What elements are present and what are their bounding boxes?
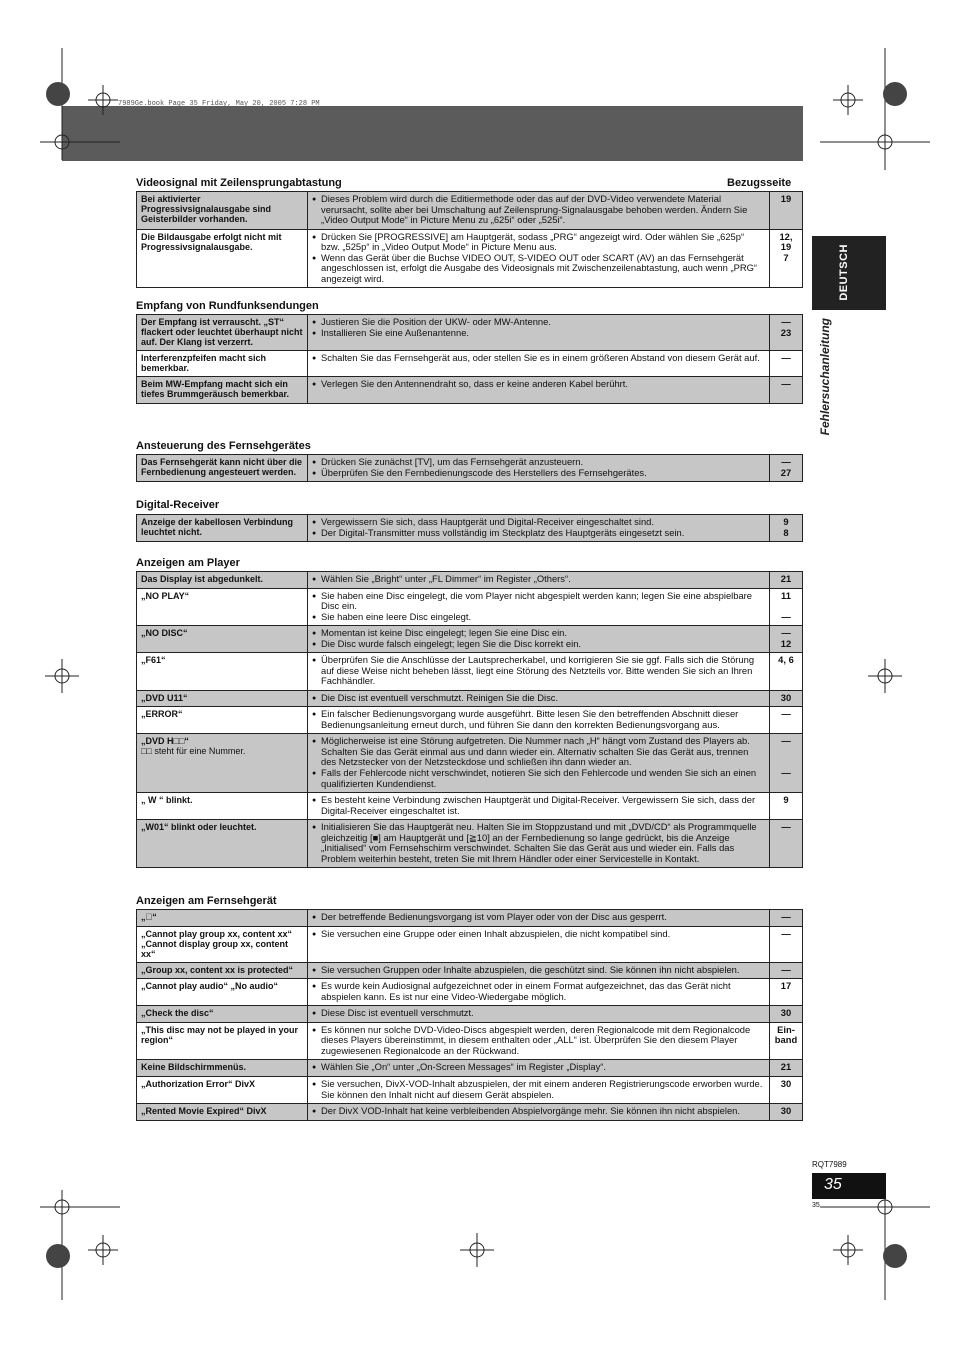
- problem-cell: Das Fernsehgerät kann nicht über die Fernbedienung angesteuert werden.: [137, 455, 308, 482]
- reference-cell: 30: [770, 1104, 803, 1121]
- solution-cell: ● Überprüfen Sie die Anschlüsse der Lautsprecherkabel, und korrigieren Sie sie ggf. Falls sich die Störung auf diese Weise nicht beheben lässt, liegt eine Störung des Netzteils vor. Bitte wenden Sie sich an Ihren Fachhändler.: [308, 653, 770, 691]
- problem-cell: „ W “ blinkt.: [137, 793, 308, 820]
- problem-cell: „ERROR“: [137, 707, 308, 734]
- table-row: [137, 653, 803, 691]
- reference-cell: Ein- band: [770, 1022, 803, 1060]
- solution-cell: ● Initialisieren Sie das Hauptgerät neu. Halten Sie im Stoppzustand und mit „DVD/CD“ als Programmquelle gleichzeitig [■] am Hauptgerät und [≧10] an der Fernbedienung so lange gedrückt, bis die Anzeige „Initialised“ vom Fernsehschirm verschwindet. Schalten Sie das Gerät aus und wieder ein. Falls das Problem weiterhin besteht, treten Sie mit Ihrem Händler oder einer Servicestelle in Kontakt.: [308, 820, 770, 868]
- solution-cell: ● Sie haben eine Disc eingelegt, die vom Player nicht abgespielt werden kann; legen Sie eine abspielbare Disc ein. ● Sie haben eine leere Disc eingelegt.: [308, 588, 770, 626]
- problem-cell: „F61“: [137, 653, 308, 691]
- table-row: [137, 515, 803, 542]
- problem-cell: „W01“ blinkt oder leuchtet.: [137, 820, 308, 868]
- table-row: [137, 1022, 803, 1060]
- section-title: Anzeigen am Fernsehgerät: [136, 895, 277, 907]
- reference-cell: — —: [770, 734, 803, 793]
- problem-cell: „⃠“: [137, 910, 308, 927]
- section-side-label: Fehlersuchanleitung: [818, 318, 832, 436]
- language-tab: DEUTSCH: [812, 236, 886, 310]
- table-row: [137, 979, 803, 1006]
- problem-cell: „DVD H□□“ □□ steht für eine Nummer.: [137, 734, 308, 793]
- reference-column-header: Bezugsseite: [727, 177, 792, 189]
- reference-cell: —: [770, 910, 803, 927]
- solution-cell: ● Drücken Sie zunächst [TV], um das Fernsehgerät anzusteuern. ● Überprüfen Sie den Fernbedienungscode des Herstellers des Fernsehgerätes.: [308, 455, 770, 482]
- problem-cell: Das Display ist abgedunkelt.: [137, 572, 308, 589]
- problem-cell: „NO DISC“: [137, 626, 308, 653]
- section-title: Empfang von Rundfunksendungen: [136, 300, 319, 312]
- table-row: [137, 820, 803, 868]
- table-row: [137, 1006, 803, 1023]
- reference-cell: — 23: [770, 315, 803, 351]
- solution-cell: ● Diese Disc ist eventuell verschmutzt.: [308, 1006, 770, 1023]
- solution-cell: ● Vergewissern Sie sich, dass Hauptgerät und Digital-Receiver eingeschaltet sind. ● Der Digital-Transmitter muss vollständig im Steckplatz des Hauptgeräts eingesetzt sein.: [308, 515, 770, 542]
- reference-cell: —: [770, 962, 803, 979]
- reference-cell: —: [770, 707, 803, 734]
- reference-cell: 30: [770, 1006, 803, 1023]
- section-title: Digital-Receiver: [136, 499, 220, 511]
- table-row: [137, 1077, 803, 1104]
- solution-cell: ● Dieses Problem wird durch die Editiermethode oder das auf der DVD-Video verwendete Material verursacht, sollte aber bei Umschaltung auf Zeilensprung-Signalausgabe behoben werden. Ändern Sie „Video Output Mode“ in Picture Menu zu „625i“ oder „525i“.: [308, 192, 770, 230]
- table-row: [137, 572, 803, 589]
- table-row: [137, 690, 803, 707]
- reference-cell: — 27: [770, 455, 803, 482]
- reference-cell: — 12: [770, 626, 803, 653]
- table-row: [137, 351, 803, 377]
- solution-cell: ● Der betreffende Bedienungsvorgang ist vom Player oder von der Disc aus gesperrt.: [308, 910, 770, 927]
- solution-cell: ● Es können nur solche DVD-Video-Discs abgespielt werden, deren Regionalcode mit dem Regionalcode dieses Players übereinstimmt, in diesem enthalten oder „ALL“ ist. Überprüfen Sie den diesem Player zugewiesenen Regionalcode an der Rückwand.: [308, 1022, 770, 1060]
- problem-cell: „This disc may not be played in your region“: [137, 1022, 308, 1060]
- reference-cell: 21: [770, 572, 803, 589]
- problem-cell: Keine Bildschirmmenüs.: [137, 1060, 308, 1077]
- reference-cell: 12, 19 7: [770, 229, 803, 288]
- problem-cell: „Check the disc“: [137, 1006, 308, 1023]
- problem-cell: Interferenzpfeifen macht sich bemerkbar.: [137, 351, 308, 377]
- solution-cell: ● Sie versuchen, DivX-VOD-Inhalt abzuspielen, der mit einem anderen Registrierungscode erworben wurde. Sie können den Inhalt nicht auf diesem Gerät abspielen.: [308, 1077, 770, 1104]
- troubleshooting-table: [136, 454, 803, 482]
- reference-cell: 30: [770, 1077, 803, 1104]
- solution-cell: ● Ein falscher Bedienungsvorgang wurde ausgeführt. Bitte lesen Sie den betreffenden Abschnitt dieser Bedienungsanleitung erneut durch, und führen Sie dann den korrekten Bedienungsvorgang aus.: [308, 707, 770, 734]
- table-row: [137, 734, 803, 793]
- table-row: [137, 1060, 803, 1077]
- problem-cell: „Cannot play audio“ „No audio“: [137, 979, 308, 1006]
- solution-cell: ● Es wurde kein Audiosignal aufgezeichnet oder in einem Format aufgezeichnet, das das Gerät nicht abspielen kann. Es ist nur eine Video-Wiedergabe möglich.: [308, 979, 770, 1006]
- problem-cell: Anzeige der kabellosen Verbindung leuchtet nicht.: [137, 515, 308, 542]
- problem-cell: Beim MW-Empfang macht sich ein tiefes Brummgeräusch bemerkbar.: [137, 377, 308, 403]
- page-number: 35: [824, 1176, 842, 1193]
- table-row: [137, 962, 803, 979]
- reference-cell: —: [770, 377, 803, 403]
- table-row: [137, 315, 803, 351]
- solution-cell: ● Es besteht keine Verbindung zwischen Hauptgerät und Digital-Receiver. Vergewissern Sie sich, dass der Digital-Receiver eingeschaltet ist.: [308, 793, 770, 820]
- problem-cell: „Group xx, content xx is protected“: [137, 962, 308, 979]
- reference-cell: 9: [770, 793, 803, 820]
- solution-cell: ● Sie versuchen Gruppen oder Inhalte abzuspielen, die geschützt sind. Sie können ihn nicht abspielen.: [308, 962, 770, 979]
- problem-cell: „NO PLAY“: [137, 588, 308, 626]
- troubleshooting-table: [136, 314, 803, 404]
- reference-cell: 30: [770, 690, 803, 707]
- table-row: [137, 588, 803, 626]
- solution-cell: ● Möglicherweise ist eine Störung aufgetreten. Die Nummer nach „H“ hängt vom Zustand des Players ab. Schalten Sie das Gerät einmal aus und dann wieder ein. Alternativ schalten Sie das Gerät aus, trennen des Netzstecker von der Netzsteckdose und schließen ihn dann wieder an. ● Falls der Fehlercode nicht verschwindet, notieren Sie sich den Fehlercode und wenden Sie sich an einen qualifizierten Kundendienst.: [308, 734, 770, 793]
- table-row: [137, 626, 803, 653]
- page-number-small: 35: [812, 1202, 820, 1209]
- table-row: [137, 910, 803, 927]
- reference-cell: 11 —: [770, 588, 803, 626]
- reference-cell: —: [770, 926, 803, 962]
- file-stamp: 7989Ge.book Page 35 Friday, May 20, 2005 7:28 PM: [118, 100, 320, 108]
- troubleshooting-table: [136, 514, 803, 542]
- table-row: [137, 1104, 803, 1121]
- solution-cell: ● Drücken Sie [PROGRESSIVE] am Hauptgerät, sodass „PRG“ angezeigt wird. Oder wählen Sie „625p“ bzw. „525p“ in „Video Output Mode“ in Picture Menu aus. ● Wenn das Gerät über die Buchse VIDEO OUT, S-VIDEO OUT oder SCART (AV) an das Fernsehgerät angeschlossen ist, erfolgt die Ausgabe des Videosignals mit Zwischenzeilenabtastung, auch wenn „PRG“ angezeigt wird.: [308, 229, 770, 288]
- problem-cell: Die Bildausgabe erfolgt nicht mit Progressivsignalausgabe.: [137, 229, 308, 288]
- solution-cell: ● Justieren Sie die Position der UKW- oder MW-Antenne. ● Installieren Sie eine Außenantenne.: [308, 315, 770, 351]
- solution-cell: ● Die Disc ist eventuell verschmutzt. Reinigen Sie die Disc.: [308, 690, 770, 707]
- problem-cell: „DVD U11“: [137, 690, 308, 707]
- table-row: [137, 926, 803, 962]
- section-title: Anzeigen am Player: [136, 557, 240, 569]
- solution-cell: ● Der DivX VOD-Inhalt hat keine verbleibenden Abspielvorgänge mehr. Sie können ihn nicht abspielen.: [308, 1104, 770, 1121]
- troubleshooting-table: [136, 571, 803, 868]
- reference-cell: 21: [770, 1060, 803, 1077]
- solution-cell: ● Schalten Sie das Fernsehgerät aus, oder stellen Sie es in einem größeren Abstand von diesem Gerät auf.: [308, 351, 770, 377]
- solution-cell: ● Wählen Sie „On“ unter „On-Screen Messages“ im Register „Display“.: [308, 1060, 770, 1077]
- reference-cell: 17: [770, 979, 803, 1006]
- troubleshooting-table: [136, 191, 803, 288]
- problem-cell: „Authorization Error“ DivX: [137, 1077, 308, 1104]
- solution-cell: ● Sie versuchen eine Gruppe oder einen Inhalt abzuspielen, die nicht kompatibel sind.: [308, 926, 770, 962]
- problem-cell: „Rented Movie Expired“ DivX: [137, 1104, 308, 1121]
- model-code: RQT7989: [812, 1160, 847, 1169]
- problem-cell: „Cannot play group xx, content xx“ „Cannot display group xx, content xx“: [137, 926, 308, 962]
- section-title: Videosignal mit Zeilensprungabtastung: [136, 177, 342, 189]
- table-row: [137, 377, 803, 403]
- solution-cell: ● Wählen Sie „Bright“ unter „FL Dimmer“ im Register „Others“.: [308, 572, 770, 589]
- section-title: Ansteuerung des Fernsehgerätes: [136, 440, 311, 452]
- table-row: [137, 707, 803, 734]
- page-number-box: [812, 1173, 886, 1199]
- table-row: [137, 192, 803, 230]
- reference-cell: 9 8: [770, 515, 803, 542]
- reference-cell: 4, 6: [770, 653, 803, 691]
- table-row: [137, 793, 803, 820]
- solution-cell: ● Verlegen Sie den Antennendraht so, dass er keine anderen Kabel berührt.: [308, 377, 770, 403]
- solution-cell: ● Momentan ist keine Disc eingelegt; legen Sie eine Disc ein. ● Die Disc wurde falsch eingelegt; legen Sie die Disc korrekt ein.: [308, 626, 770, 653]
- reference-cell: —: [770, 351, 803, 377]
- reference-cell: 19: [770, 192, 803, 230]
- troubleshooting-table: [136, 909, 803, 1121]
- problem-cell: Der Empfang ist verrauscht. „ST“ flackert oder leuchtet überhaupt nicht auf. Der Klang ist verzerrt.: [137, 315, 308, 351]
- problem-cell: Bei aktivierter Progressivsignalausgabe sind Geisterbilder vorhanden.: [137, 192, 308, 230]
- reference-cell: —: [770, 820, 803, 868]
- table-row: [137, 455, 803, 482]
- table-row: [137, 229, 803, 288]
